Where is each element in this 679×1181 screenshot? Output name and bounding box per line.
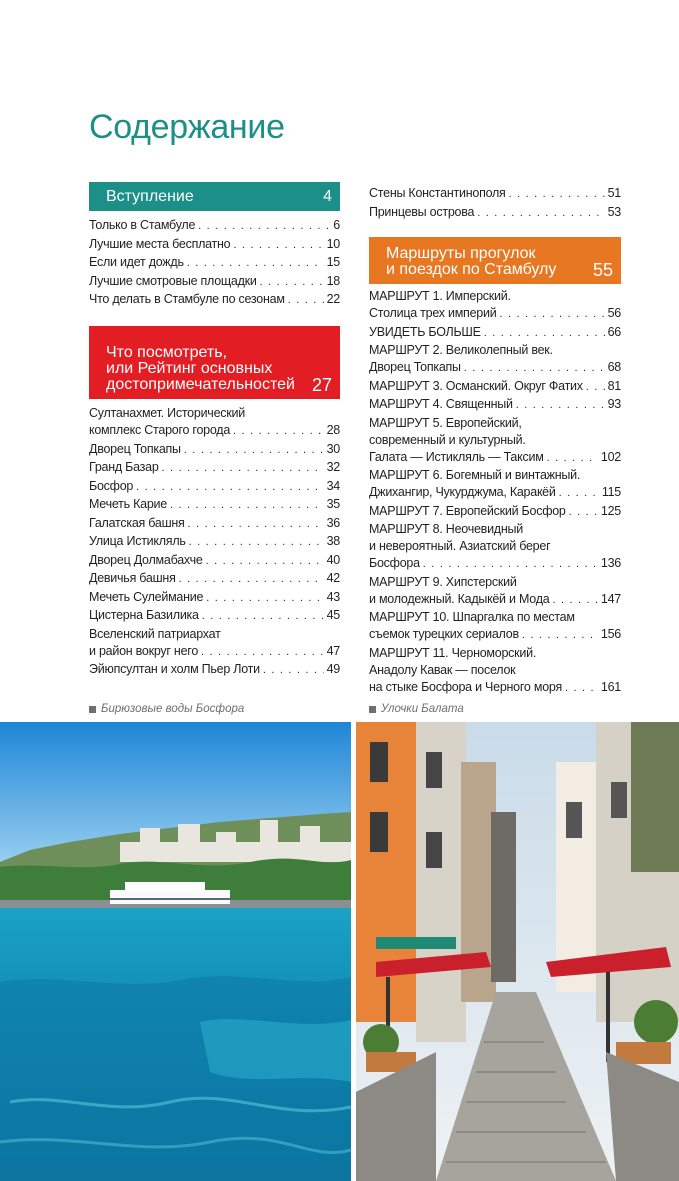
toc-entry-page: 49 <box>326 662 340 676</box>
toc-entry-title: и район вокруг него <box>89 643 199 658</box>
toc-entry-page: 53 <box>607 204 621 219</box>
page-title: Содержание <box>89 108 285 146</box>
photo-bosphorus <box>0 722 351 1181</box>
toc-entry[interactable] <box>89 626 340 661</box>
toc-entry-title: Девичья башня <box>89 571 176 585</box>
toc-entry[interactable] <box>369 378 621 396</box>
section-header-label: Вступление <box>106 188 194 205</box>
toc-entry[interactable] <box>369 574 621 609</box>
toc-entry-title: Гранд Базар <box>89 460 159 474</box>
toc-entry[interactable] <box>89 273 340 291</box>
photo-caption-right <box>369 703 464 715</box>
leader-dots <box>170 497 324 514</box>
toc-entry-page: 22 <box>326 292 340 306</box>
section-header-intro[interactable] <box>89 182 340 211</box>
toc-entry[interactable] <box>369 521 621 573</box>
toc-entry[interactable] <box>89 254 340 272</box>
toc-entry[interactable] <box>89 570 340 588</box>
section-header-label-line: Что посмотреть, <box>106 344 227 361</box>
section-header-label-line: или Рейтинг основных <box>106 360 273 377</box>
toc-entry-page: 43 <box>326 589 340 604</box>
toc-entry-page: 81 <box>607 378 621 393</box>
toc-entry[interactable] <box>369 415 621 467</box>
section-header-page: 27 <box>311 375 332 395</box>
leader-dots <box>464 360 605 377</box>
leader-dots <box>565 680 598 697</box>
leader-dots <box>206 590 323 607</box>
toc-entry[interactable] <box>89 441 340 459</box>
toc-entry[interactable] <box>89 515 340 533</box>
toc-entry-page: 56 <box>607 306 621 320</box>
toc-entry-title-line: современный и культурный. <box>369 432 526 447</box>
photo-caption-left <box>89 703 244 715</box>
toc-entry[interactable] <box>369 503 621 521</box>
toc-entry-title: съемок турецких сериалов <box>369 627 519 641</box>
toc-entry-page: 45 <box>326 608 340 622</box>
toc-entry-page: 35 <box>326 497 340 511</box>
toc-entry-title-line: МАРШРУТ 9. Хипстерский <box>369 574 517 589</box>
toc-entry-title-line: и невероятный. Азиатский берег <box>369 539 551 553</box>
leader-dots <box>559 485 599 502</box>
toc-entry-page: 125 <box>600 503 621 518</box>
toc-entry-title: Босфора <box>369 556 420 570</box>
leader-dots <box>233 237 323 254</box>
toc-entry-page: 34 <box>326 478 340 493</box>
toc-entry-title-line: Анадолу Кавак — поселок <box>369 662 516 677</box>
toc-entry[interactable] <box>89 291 340 309</box>
toc-entry-page: 93 <box>607 397 621 411</box>
section-header-page: 4 <box>323 188 332 205</box>
section-header-sights[interactable] <box>89 326 340 399</box>
toc-entry-title-line: МАРШРУТ 5. Европейский, <box>369 415 522 430</box>
toc-entry[interactable] <box>369 609 621 644</box>
toc-entry-page: 115 <box>601 485 621 499</box>
leader-dots <box>569 504 598 521</box>
leader-dots <box>206 553 324 570</box>
toc-entry-page: 28 <box>326 423 340 437</box>
leader-dots <box>202 608 324 625</box>
leader-dots <box>552 592 597 609</box>
toc-entry[interactable] <box>89 552 340 570</box>
toc-entry-page: 161 <box>600 679 621 694</box>
toc-entry-title: МАРШРУТ 3. Османский. Округ Фатих <box>369 378 583 393</box>
leader-dots <box>162 460 324 477</box>
toc-entry[interactable] <box>89 607 340 625</box>
section-header-label-line: Маршруты прогулок <box>386 245 536 262</box>
toc-entry[interactable] <box>89 589 340 607</box>
leader-dots <box>477 205 604 222</box>
section-header-label-line: и поездок по Стамбулу <box>386 261 557 278</box>
toc-entry-page: 38 <box>326 534 340 548</box>
leader-dots <box>263 662 324 679</box>
leader-dots <box>509 186 605 203</box>
toc-entry-page: 47 <box>326 643 340 658</box>
toc-entry-title: Джихангир, Чукурджума, Каракёй <box>369 485 556 499</box>
toc-entry[interactable] <box>89 217 340 235</box>
toc-entry-page: 68 <box>607 360 621 374</box>
toc-entry-page: 51 <box>607 186 621 200</box>
leader-dots <box>201 644 324 661</box>
toc-entry-page: 147 <box>600 591 621 606</box>
toc-entry[interactable] <box>369 288 621 323</box>
toc-entry-title: Дворец Топкапы <box>89 441 181 456</box>
leader-dots <box>187 255 324 272</box>
toc-entry-title: и молодежный. Кадыкёй и Мода <box>369 591 550 606</box>
toc-entry-page: 136 <box>600 556 621 570</box>
leader-dots <box>516 397 605 414</box>
toc-entry-title-line: МАРШРУТ 10. Шпаргалка по местам <box>369 610 575 624</box>
toc-entry-title: Босфор <box>89 478 134 493</box>
leader-dots <box>423 556 598 573</box>
toc-entry-page: 32 <box>326 460 340 474</box>
toc-entry-page: 156 <box>600 627 621 641</box>
toc-entry-page: 42 <box>326 571 340 585</box>
toc-entry-title: Стены Константинополя <box>369 186 506 200</box>
toc-entry-title: Мечеть Карие <box>89 497 167 511</box>
toc-entry-title: Галата — Истикляль — Таксим <box>369 449 544 464</box>
toc-entry[interactable] <box>89 478 340 496</box>
toc-entry[interactable] <box>89 236 340 254</box>
toc-entry-title: Только в Стамбуле <box>89 218 196 232</box>
toc-entry-title: Столица трех империй <box>369 306 497 320</box>
toc-entry[interactable] <box>89 533 340 551</box>
toc-entry-title: МАРШРУТ 7. Европейский Босфор <box>369 503 566 518</box>
toc-entry[interactable] <box>369 324 621 342</box>
toc-entry-title: Дворец Топкапы <box>369 360 461 374</box>
leader-dots <box>189 534 324 551</box>
caption-text: Улочки Балата <box>381 703 464 715</box>
caption-square-icon <box>89 706 96 713</box>
toc-entry[interactable] <box>89 459 340 477</box>
toc-entry[interactable] <box>369 467 621 502</box>
toc-entry-title-line: МАРШРУТ 1. Имперский. <box>369 289 511 303</box>
toc-entry-page: 66 <box>607 324 621 339</box>
toc-entry[interactable] <box>369 342 621 377</box>
leader-dots <box>499 306 604 323</box>
section-header-label-line: достопримечательностей <box>106 376 295 393</box>
toc-entry-page: 36 <box>326 515 340 530</box>
leader-dots <box>136 479 324 496</box>
leader-dots <box>198 218 330 235</box>
toc-entry[interactable] <box>89 405 340 440</box>
leader-dots <box>233 423 324 440</box>
toc-entry-title: Эйюпсултан и холм Пьер Лоти <box>89 662 260 676</box>
toc-entry-page: 18 <box>326 273 340 288</box>
toc-entry-page: 102 <box>600 449 621 464</box>
toc-entry-title: Лучшие места бесплатно <box>89 236 231 251</box>
leader-dots <box>188 516 324 533</box>
toc-entry-title: Мечеть Сулеймание <box>89 589 204 604</box>
photo-balat-street <box>356 722 679 1181</box>
toc-entry-title: комплекс Старого города <box>89 423 231 437</box>
toc-entry-page: 15 <box>326 255 340 269</box>
leader-dots <box>484 325 605 342</box>
leader-dots <box>288 292 324 309</box>
toc-entry[interactable] <box>369 645 621 697</box>
toc-entry-page: 10 <box>326 236 340 251</box>
toc-entry-page: 6 <box>333 218 340 232</box>
toc-entry-page: 30 <box>326 441 340 456</box>
section-header-page: 55 <box>592 260 613 280</box>
caption-text: Бирюзовые воды Босфора <box>101 703 245 715</box>
toc-entry-title: Если идет дождь <box>89 255 184 269</box>
toc-entry-title: Цистерна Базилика <box>89 608 199 622</box>
section-header-routes[interactable] <box>369 237 621 284</box>
leader-dots <box>522 627 598 644</box>
toc-entry-title: МАРШРУТ 4. Священный <box>369 397 513 411</box>
toc-entry-title: Улица Истикляль <box>89 534 186 548</box>
toc-entry-title: на стыке Босфора и Черного моря <box>369 679 562 694</box>
toc-entry-title-line: МАРШРУТ 11. Черноморский. <box>369 645 537 660</box>
toc-entry[interactable] <box>369 185 621 203</box>
toc-entry-title: Дворец Долмабахче <box>89 552 203 567</box>
toc-entry-title-line: Вселенский патриархат <box>89 626 221 641</box>
leader-dots <box>260 274 324 291</box>
leader-dots <box>184 442 324 459</box>
toc-entry-page: 40 <box>326 552 340 567</box>
toc-entry[interactable] <box>89 496 340 514</box>
toc-entry-title: Галатская башня <box>89 515 185 530</box>
toc-entry-title-line: Султанахмет. Исторический <box>89 406 245 420</box>
caption-square-icon <box>369 706 376 713</box>
toc-entry[interactable] <box>369 204 621 222</box>
toc-entry-title: УВИДЕТЬ БОЛЬШЕ <box>369 324 481 339</box>
toc-entry-title: Что делать в Стамбуле по сезонам <box>89 292 285 306</box>
toc-entry-title-line: МАРШРУТ 2. Великолепный век. <box>369 343 553 357</box>
leader-dots <box>179 571 324 588</box>
toc-entry-title-line: МАРШРУТ 6. Богемный и винтажный. <box>369 468 581 482</box>
leader-dots <box>547 450 598 467</box>
toc-entry-title-line: МАРШРУТ 8. Неочевидный <box>369 522 523 536</box>
toc-entry-title: Лучшие смотровые площадки <box>89 273 257 288</box>
leader-dots <box>586 379 605 396</box>
toc-entry[interactable] <box>89 661 340 679</box>
toc-entry-title: Принцевы острова <box>369 204 475 219</box>
toc-entry[interactable] <box>369 396 621 414</box>
